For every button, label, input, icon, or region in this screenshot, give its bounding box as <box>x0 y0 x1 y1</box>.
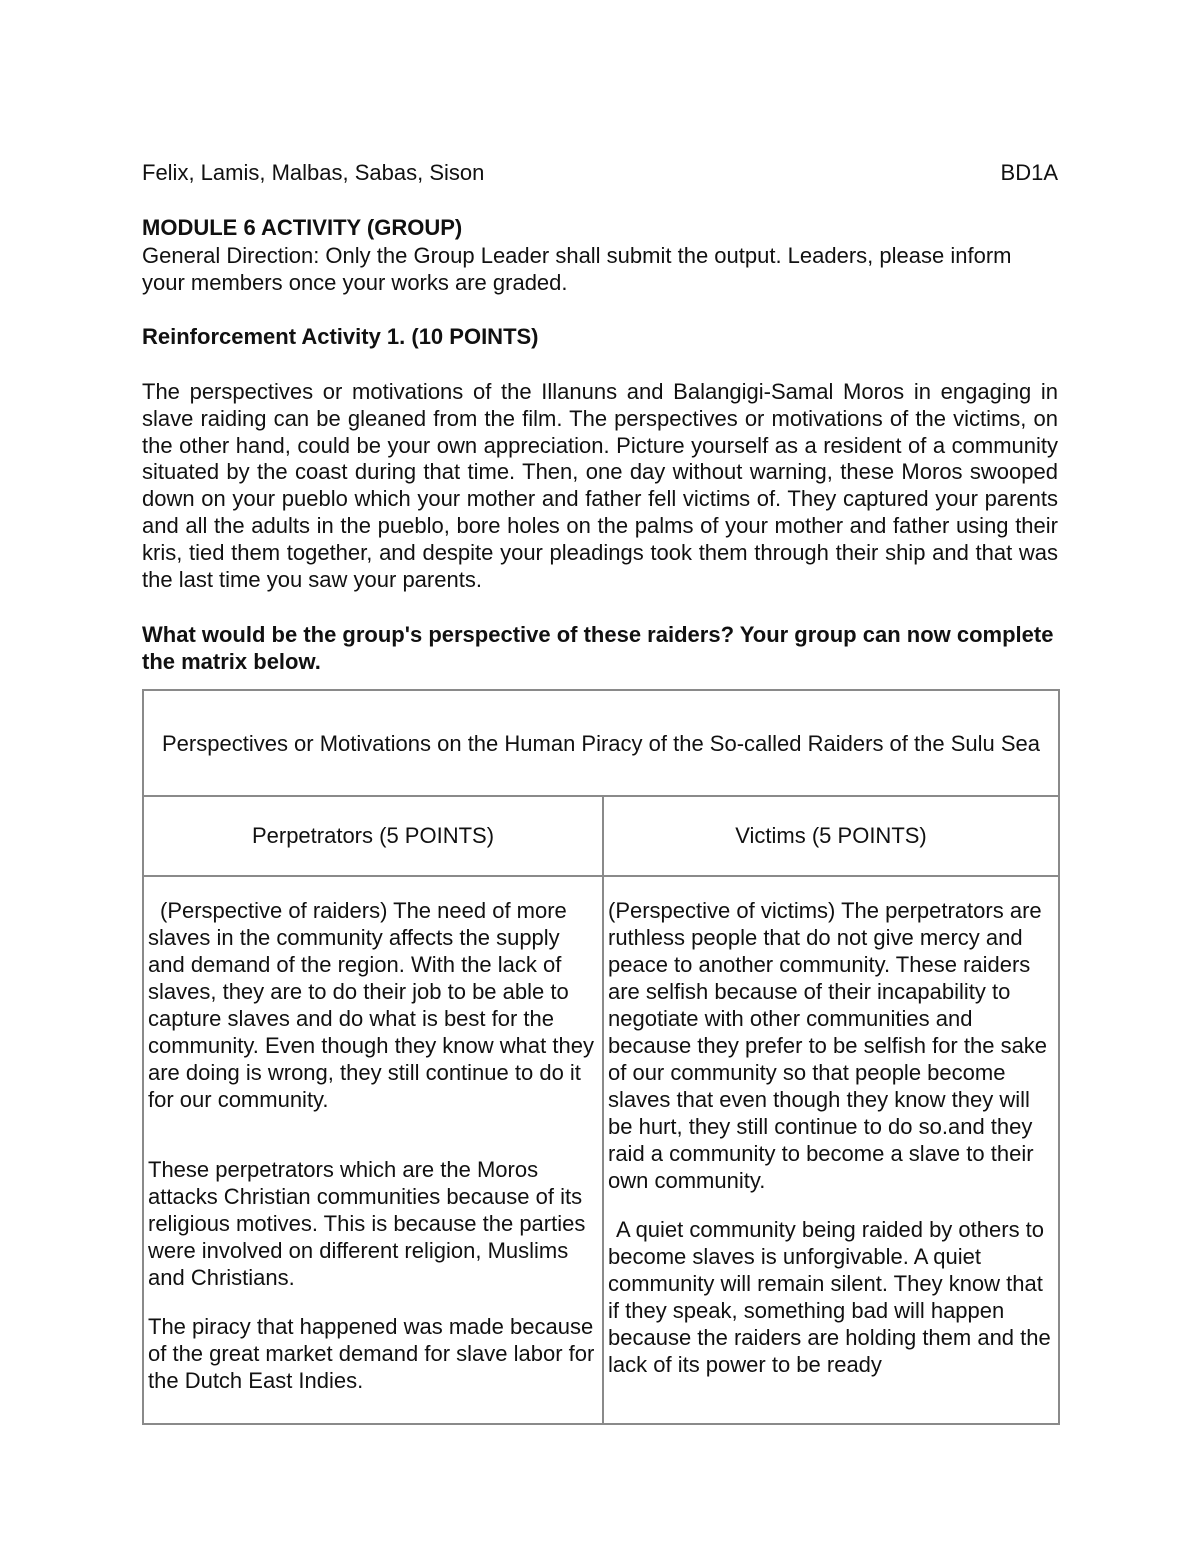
perpetrators-paragraph: The piracy that happened was made because of the great market demand for slave labor for the Dutch East Indies. <box>148 1314 595 1393</box>
perspectives-matrix <box>142 689 1060 1425</box>
module-title: MODULE 6 ACTIVITY (GROUP) <box>142 215 463 240</box>
victims-cell <box>603 876 1059 1424</box>
perpetrators-cell <box>143 876 603 1424</box>
matrix-title: Perspectives or Motivations on the Human Piracy of the So-called Raiders of the Sulu Sea <box>143 690 1059 796</box>
activity-title: Reinforcement Activity 1. (10 POINTS) <box>142 324 539 349</box>
activity-question: What would be the group's perspective of these raiders? Your group can now complete the matrix below. <box>142 622 1054 675</box>
document-page <box>142 158 1058 675</box>
victims-paragraph: A quiet community being raided by others to become slaves is unforgivable. A quiet community will remain silent. They know that if they speak, something bad will happen because the raiders are holding them and the lack of its power to be ready <box>608 1217 1051 1377</box>
general-direction: General Direction: Only the Group Leader shall submit the output. Leaders, please inform your members once your works are graded. <box>142 243 1012 295</box>
header-row <box>142 158 1058 188</box>
perpetrators-paragraph: (Perspective of raiders) The need of more slaves in the community affects the supply and demand of the region. With the lack of slaves, they are to do their job to be able to capture slaves and do what is best for the community. Even though they know what they are doing is wrong, they still continue to do it for our community. <box>148 898 594 1112</box>
scenario-paragraph: The perspectives or motivations of the Illanuns and Balangigi-Samal Moros in engaging in slave raiding can be gleaned from the film. The perspectives or motivations of the victims, on the other hand, could be your own appreciation. Picture yourself as a resident of a community situated by the coast during that time. Then, one day without warning, these Moros swooped down on your pueblo which your mother and father fell victims of. They captured your parents and all the adults in the pueblo, bore holes on the palms of your mother and father using their kris, tied them together, and despite your pleadings took them through their ship and that was the last time you saw your parents. <box>142 379 1058 592</box>
column-header-perpetrators: Perpetrators (5 POINTS) <box>143 796 603 876</box>
column-header-victims: Victims (5 POINTS) <box>603 796 1059 876</box>
section-code: BD1A <box>1000 160 1058 185</box>
victims-paragraph: (Perspective of victims) The perpetrators are ruthless people that do not give mercy and peace to another community. These raiders are selfish because of their incapability to negotiate with other communities and because they prefer to be selfish for the sake of our community so that people become slaves that even though they know they will be hurt, they still continue to do so.and they raid a community to become a slave to their own community. <box>608 898 1048 1193</box>
perpetrators-paragraph: These perpetrators which are the Moros attacks Christian communities because of its religious motives. This is because the parties were involved on different religion, Muslims and Christians. <box>148 1157 586 1290</box>
group-members: Felix, Lamis, Malbas, Sabas, Sison <box>142 160 485 185</box>
